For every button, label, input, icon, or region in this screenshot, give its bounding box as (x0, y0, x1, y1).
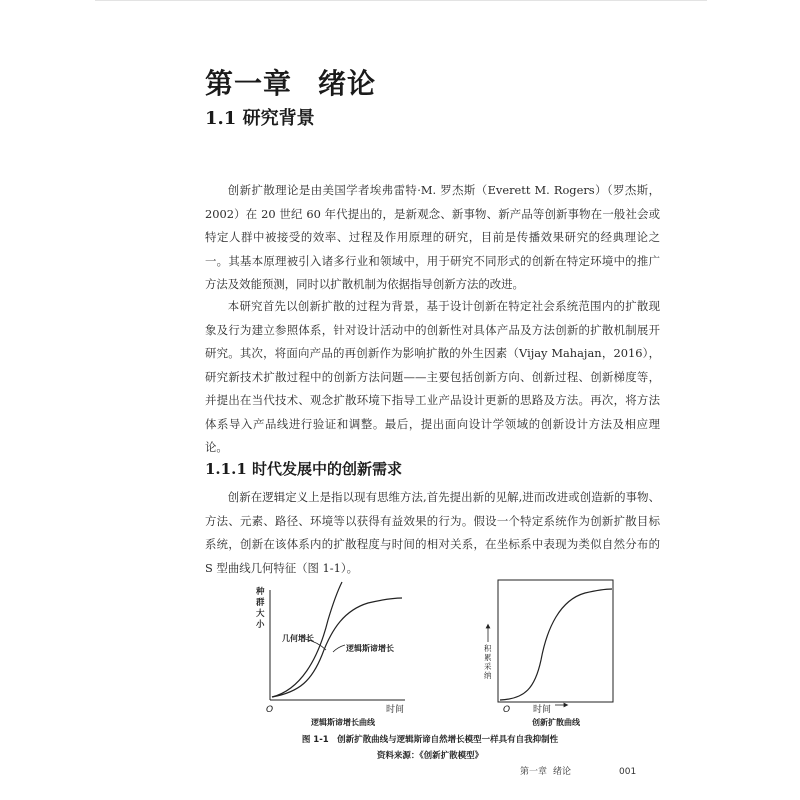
section-title: 1.1 研究背景 (205, 108, 315, 129)
logistic-growth-label: 逻辑斯谛增长 (346, 644, 394, 653)
page-footer (520, 764, 636, 777)
right-xlabel: 时间 (533, 705, 552, 715)
logistic-growth-plot (255, 582, 405, 727)
right-ylabel-2: 累 (484, 653, 492, 662)
right-ylabel-4: 纳 (484, 671, 492, 680)
figure-source: 资料来源：《创新扩散模型》 (376, 751, 484, 761)
figure-caption: 图 1-1 创新扩散曲线与逻辑斯谛自然增长模型一样具有自我抑制性 (301, 735, 559, 745)
footer-title: 绪论 (553, 767, 572, 777)
paragraph-2: 本研究首先以创新扩散的过程为背景，基于设计创新在特定社会系统范围内的扩散现象及行为建立参照体系，针对设计活动中的创新性对具体产品及方法创新的扩散机制展开研究。其次，将面向产品的再创新作为影响扩散的外生因素（Vijay Mahajan，2016），研究新技术扩散过程中的创新方法问题——主要包括创新方向、创新过程、创新梯度等，并提出在当代技术、观念扩散环境下指导工业产品设计更新的思路及方法。再次，将方法体系导入产品线进行验证和调整。最后，提出面向设计学领域的创新设计方法及相应理论。 (205, 299, 660, 454)
paragraph-1: 创新扩散理论是由美国学者埃弗雷特·M. 罗杰斯（Everett M. Rogers）（罗杰斯，2002）在 20 世纪 60 年代提出的，是新观念、新事物、新产品等创新事物在一般社会或特定人群中被接受的效率、过程及作用原理的研究，目前是传播效果研究的经典理论之一。其基本原理被引入诸多行业和领域中，用于研究不同形式的创新在特定环境中的推广方法及效能预测，同时以扩散机制为依据指导创新方法的改进。 (205, 183, 660, 291)
left-ylabel-2: 群 (256, 598, 265, 608)
left-xlabel: 时间 (386, 705, 405, 715)
right-origin-label: O (503, 705, 511, 715)
paragraph-3: 创新在逻辑定义上是指以现有思维方法,首先提出新的见解,进而改进或创造新的事物、方法、元素、路径、环境等以获得有益效果的行为。假设一个特定系统作为创新扩散目标系统，创新在该体系内的扩散程度与时间的相对关系，在坐标系中表现为类似自然分布的 S 型曲线几何特征（图 1-1）。 (205, 490, 660, 575)
geometric-growth-label: 几何增长 (282, 634, 314, 643)
left-ylabel-1: 种 (256, 587, 265, 597)
right-ylabel-1: 积 (484, 644, 492, 653)
chapter-number: 第一章 (205, 67, 293, 100)
logistic-label-pointer (333, 645, 345, 652)
subsection-title: 1.1.1 时代发展中的创新需求 (205, 460, 402, 478)
page-number: 001 (619, 767, 637, 777)
left-origin-label: O (266, 705, 274, 715)
right-subcaption: 创新扩散曲线 (532, 718, 580, 727)
diffusion-plot (484, 580, 613, 727)
left-subcaption: 逻辑斯谛增长曲线 (311, 718, 375, 727)
right-plot-frame (498, 580, 613, 702)
chapter-name: 绪论 (318, 67, 377, 100)
left-ylabel-3: 大 (256, 609, 265, 619)
left-ylabel-4: 小 (256, 620, 265, 630)
diffusion-curve (500, 589, 612, 700)
footer-chapter: 第一章 (520, 767, 548, 777)
right-ylabel-3: 采 (484, 662, 492, 671)
